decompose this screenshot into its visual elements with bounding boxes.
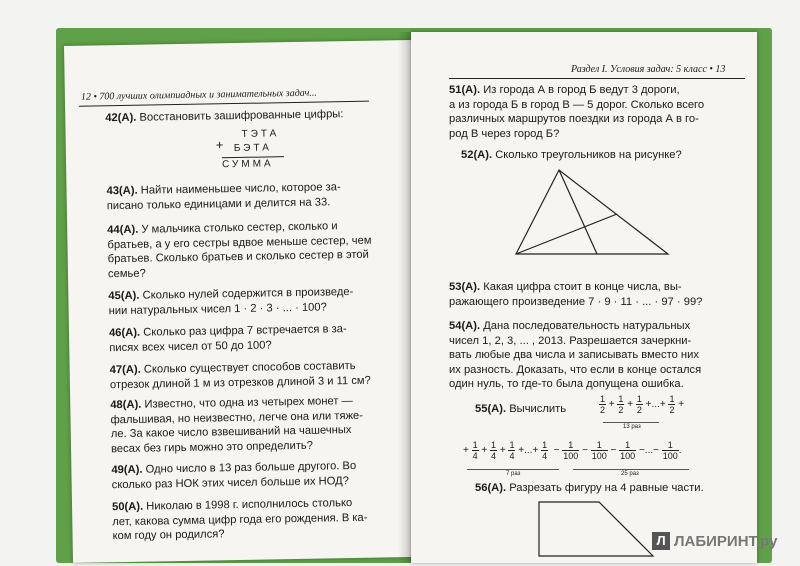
problem-47: 47(А). Сколько существует способов составить отрезок длиной 1 м из отрезков длиной 3 и 11 см?	[109, 359, 371, 391]
right-page	[411, 32, 757, 563]
problem-51: 51(А). Из города А в город Б ведут 3 дороги, а из города Б в город В — 5 дорог. Сколько всего различных маршрутов поездки из города А в го- род В через город Б?	[449, 84, 705, 140]
problem-54: 54(А). Дана последовательность натуральных чисел 1, 2, 3, ... , 2013. Разрешается зачеркни- вать любые два числа и записывать вместо них их разность. Доказать, что если в конце остался один нуль, то где-то была допущена ошибка.	[449, 320, 702, 391]
brace-13	[603, 422, 659, 423]
problem-42: 42(А). Восстановить зашифрованные цифры:	[105, 108, 344, 125]
problem-46: 46(А). Сколько раз цифра 7 встречается в за- писях всех чисел от 50 до 100?	[108, 323, 347, 354]
note-7-times: 7 раз	[506, 471, 521, 477]
watermark-logo-letter: Л	[652, 532, 670, 550]
right-header-rule	[449, 78, 745, 79]
watermark-text: ЛАБИРИНТ.ру	[674, 532, 778, 550]
problem-50: 50(А). Николаю в 1998 г. исполнилось столько лет, какова сумма цифр года его рождения. В ка- ком году он родился?	[111, 497, 368, 543]
problem-56: 56(А). Разрезать фигуру на 4 равные части.	[475, 482, 704, 494]
problem-49: 49(А). Одно число в 13 раз больше другого. Во сколько раз НОК этих чисел больше их НОД?	[111, 459, 357, 491]
cipher-row-1: ТЭТА	[241, 128, 280, 140]
problem-48: 48(А). Известно, что одна из четырех монет — фальшивая, но неизвестно, легче она или тяже- ле. За какое число взвешиваний на чашечных весах без гирь можно это определить?	[110, 395, 364, 456]
formula-halves: $\frac{1}{2}$ + $\frac{1}{2}$ + $\frac{1}{2}$ +...+ $\frac{1}{2}$ +	[600, 394, 685, 415]
problem-52: 52(А). Сколько треугольников на рисунке?	[461, 149, 682, 161]
cipher-row-2: БЭТА	[233, 142, 272, 155]
formula-quarters-hundredths: + $\frac{1}{4}$ + $\frac{1}{4}$ + $\frac{1}{4}$ +...+ $\frac{1}{4}$ − $\frac{1}{100}$ − $\frac{1}{100}$ − $\frac{1}{100}$ −...− $\frac{1}{100}$ .	[463, 440, 682, 461]
note-25-times: 25 раз	[621, 471, 639, 477]
note-13-times: 13 раз	[623, 424, 641, 430]
right-page-header: Раздел I. Условия задач: 5 класс • 13	[571, 64, 726, 75]
problem-44: 44(А). У мальчика столько сестер, сколько и братьев, а у его сестры вдвое меньше сестер, чем братьев. Сколько братьев и сколько сестер в этой семье?	[107, 220, 372, 281]
problem-43: 43(А). Найти наименьшее число, которое за- писано только единицами и делится на 33.	[106, 181, 341, 212]
problem-53: 53(А). Какая цифра стоит в конце числа, вы- ражающего произведение 7 · 9 · 11 · ... · 97 · 99?	[449, 281, 703, 308]
trapezoid-figure	[535, 500, 657, 560]
brace-7	[467, 469, 559, 470]
cipher-plus: +	[215, 137, 227, 153]
brace-25	[573, 469, 689, 470]
cipher-row-3: СУММА	[222, 158, 274, 171]
left-page-header: 12 • 700 лучших олимпиадных и занимательных задач...	[80, 87, 317, 103]
left-page	[64, 40, 420, 563]
triangle-figure	[511, 164, 671, 260]
problem-45: 45(А). Сколько нулей содержится в произведе- нии натуральных чисел 1 · 2 · 3 · ... · 100?	[108, 285, 354, 317]
problem-55: 55(А). Вычислить	[475, 403, 567, 415]
labirint-watermark	[652, 532, 777, 550]
